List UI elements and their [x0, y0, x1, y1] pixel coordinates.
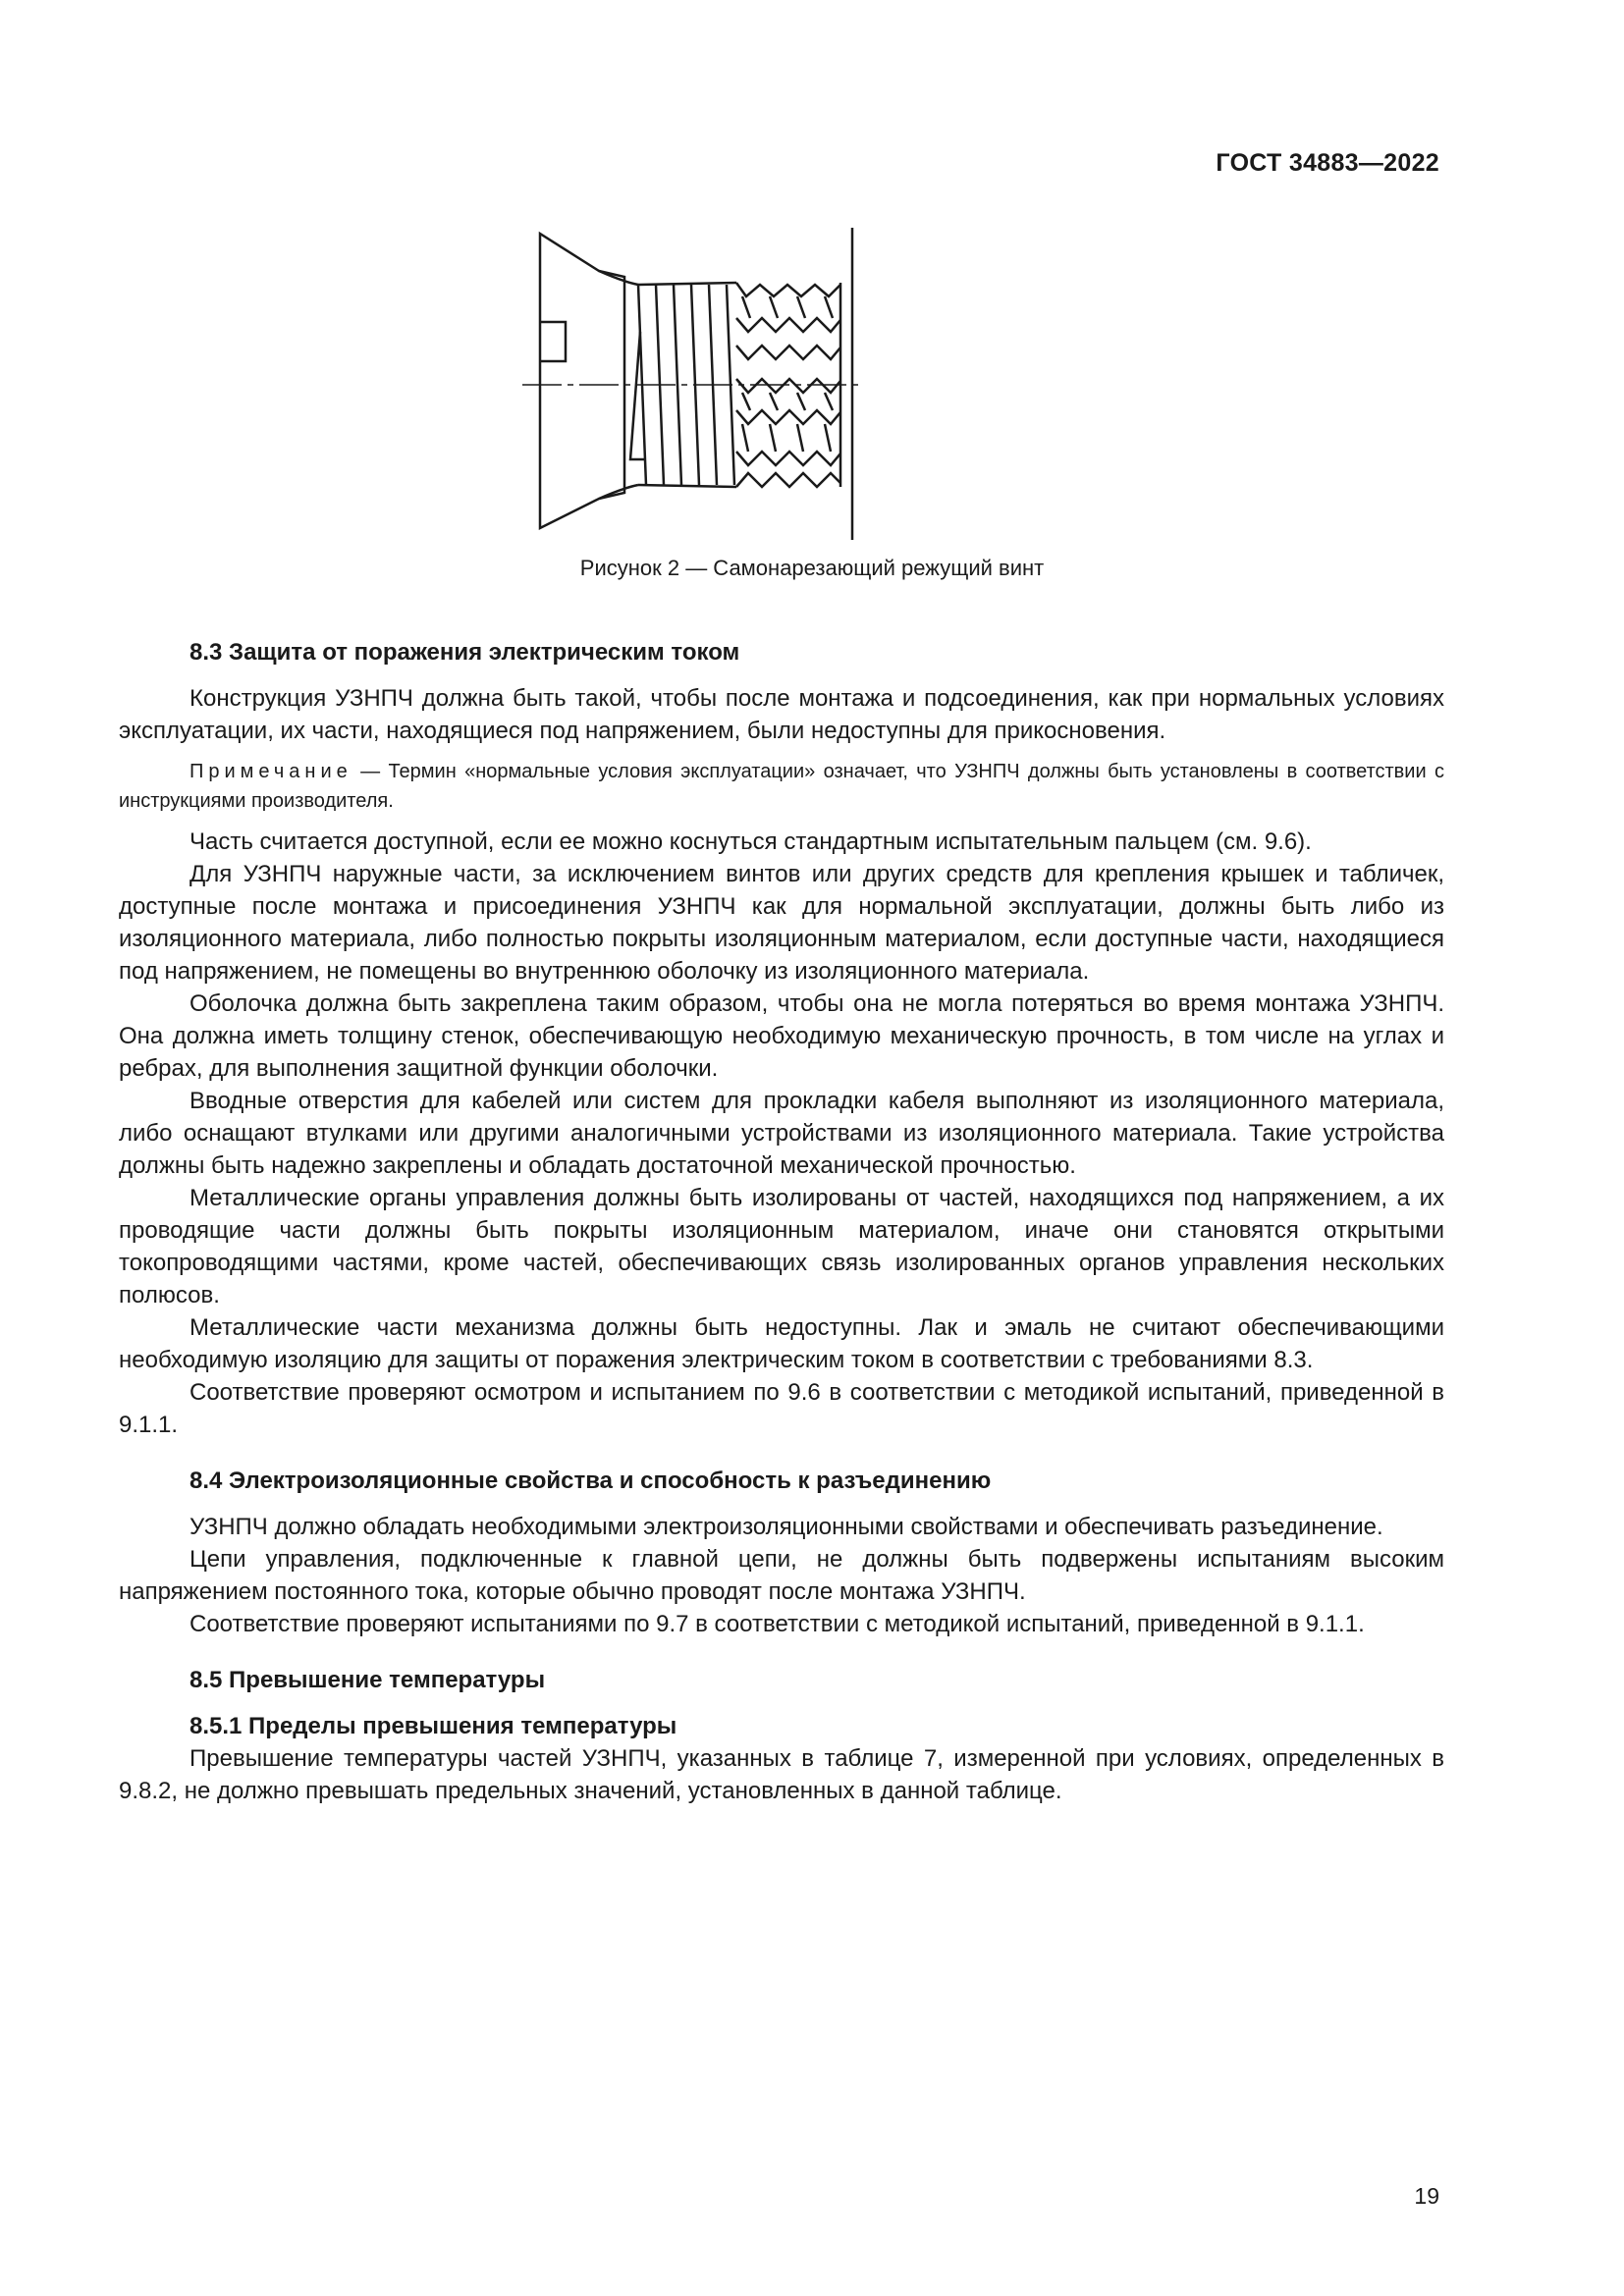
- section-heading-8-3: 8.3 Защита от поражения электрическим током: [189, 639, 740, 666]
- paragraph: Металлические части механизма должны быть недоступны. Лак и эмаль не считают обеспечивающими необходимую изоляцию для защиты от поражения электрическим током в соответствии с требованиями 8.3.: [119, 1314, 1444, 1373]
- paragraph: Оболочка должна быть закреплена таким образом, чтобы она не могла потеряться во время монтажа УЗНПЧ. Она должна иметь толщину стенок, обеспечивающую необходимую механическую прочность, в том числе на углах и ребрах, для выполнения защитной функции оболочки.: [119, 990, 1444, 1082]
- figure-caption: Рисунок 2 — Самонарезающий режущий винт: [579, 556, 1045, 580]
- document-header: ГОСТ 34883—2022: [1216, 149, 1439, 177]
- section-heading-8-5: 8.5 Превышение температуры: [189, 1667, 546, 1693]
- note: [119, 757, 1444, 816]
- note-label: Примечание: [189, 761, 352, 782]
- paragraph: Соответствие проверяют осмотром и испытанием по 9.6 в соответствии с методикой испытаний, приведенной в 9.1.1.: [119, 1379, 1444, 1438]
- figure-screw-drawing: [520, 224, 1031, 548]
- paragraph: Конструкция УЗНПЧ должна быть такой, чтобы после монтажа и подсоединения, как при нормальных условиях эксплуатации, их части, находящиеся под напряжением, были недоступны для прикосновения.: [119, 685, 1444, 744]
- paragraph: Часть считается доступной, если ее можно коснуться стандартным испытательным пальцем (см. 9.6).: [189, 828, 1312, 855]
- page-number: 19: [1414, 2183, 1439, 2209]
- paragraph: Соответствие проверяют испытаниями по 9.7 в соответствии с методикой испытаний, приведенной в 9.1.1.: [189, 1611, 1365, 1637]
- paragraph: Для УЗНПЧ наружные части, за исключением винтов или других средств для крепления крышек и табличек, доступные после монтажа и присоединения УЗНПЧ как для нормальной эксплуатации, должны быть либо из изоляционного материала, либо полностью покрыты изоляционным материалом, если доступные части, находящиеся под напряжением, не помещены во внутреннюю оболочку из изоляционного материала.: [119, 861, 1444, 985]
- paragraph: Вводные отверстия для кабелей или систем для прокладки кабеля выполняют из изоляционного материала, либо оснащают втулками или другими аналогичными устройствами из изоляционного материала. Такие устройства должны быть надежно закреплены и обладать достаточной механической прочностью.: [119, 1088, 1444, 1179]
- paragraph: Металлические органы управления должны быть изолированы от частей, находящихся под напряжением, а их проводящие части должны быть покрыты изоляционным материалом, иначе они становятся открытыми токопроводящими частями, кроме частей, обеспечивающих связь изолированных органов управления нескольких полюсов.: [119, 1185, 1444, 1308]
- paragraph: УЗНПЧ должно обладать необходимыми электроизоляционными свойствами и обеспечивать разъединение.: [189, 1514, 1383, 1540]
- self-tapping-screw-icon: [520, 224, 1031, 548]
- paragraph: Цепи управления, подключенные к главной цепи, не должны быть подвержены испытаниям высоким напряжением постоянного тока, которые обычно проводят после монтажа УЗНПЧ.: [119, 1546, 1444, 1605]
- note-text: — Термин «нормальные условия эксплуатации» означает, что УЗНПЧ должны быть установлены в соответствии с инструкциями производителя.: [119, 761, 1444, 812]
- paragraph: Превышение температуры частей УЗНПЧ, указанных в таблице 7, измеренной при условиях, определенных в 9.8.2, не должно превышать предельных значений, установленных в данной таблице.: [119, 1745, 1444, 1804]
- section-heading-8-4: 8.4 Электроизоляционные свойства и способность к разъединению: [189, 1468, 992, 1494]
- subsection-heading-8-5-1: 8.5.1 Пределы превышения температуры: [189, 1713, 677, 1739]
- document-body: [119, 636, 1444, 1807]
